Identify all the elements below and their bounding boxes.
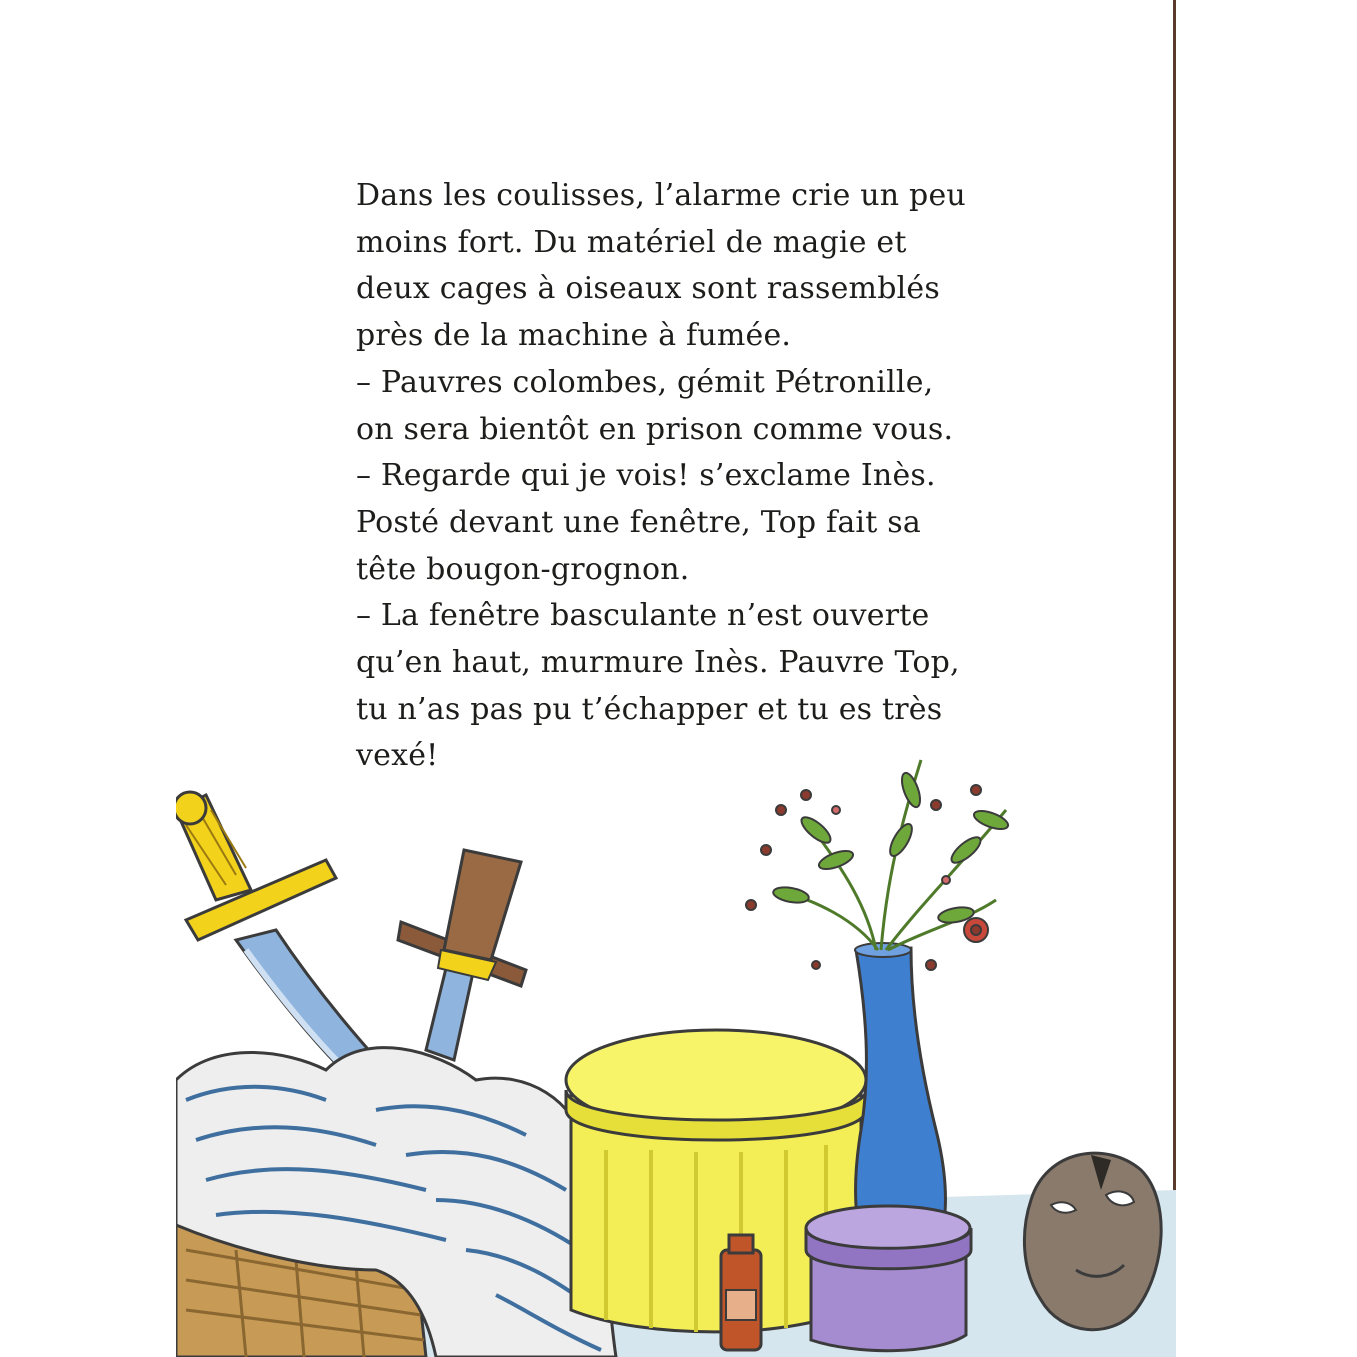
flowers-icon (746, 760, 1010, 970)
story-line: qu’en haut, murmure Inès. Pauvre Top, (356, 645, 960, 681)
dagger-icon (398, 850, 526, 1060)
story-line: deux cages à oiseaux sont rassemblés (356, 271, 940, 307)
story-line: Dans les coulisses, l’alarme crie un peu (356, 178, 966, 213)
story-line: – Regarde qui je vois! s’exclame Inès. (356, 458, 936, 494)
story-line: Posté devant une fenêtre, Top fait sa (356, 504, 921, 540)
story-line: moins fort. Du matériel de magie et (356, 224, 907, 260)
story-line: – Pauvres colombes, gémit Pétronille, (356, 364, 934, 400)
story-line: tu n’as pas pu t’échapper et tu es très (356, 691, 943, 727)
small-bottle-icon (721, 1235, 761, 1350)
purple-box-icon (806, 1206, 971, 1351)
backstage-illustration (176, 750, 1176, 1357)
theatre-mask-icon (1024, 1153, 1161, 1330)
story-line: on sera bientôt en prison comme vous. (356, 411, 954, 447)
story-text (356, 173, 1036, 780)
story-line: près de la machine à fumée. (356, 318, 792, 354)
story-line: vexé! (356, 738, 439, 774)
story-line: – La fenêtre basculante n’est ouverte (356, 598, 930, 634)
story-line: tête bougon-grognon. (356, 551, 690, 587)
